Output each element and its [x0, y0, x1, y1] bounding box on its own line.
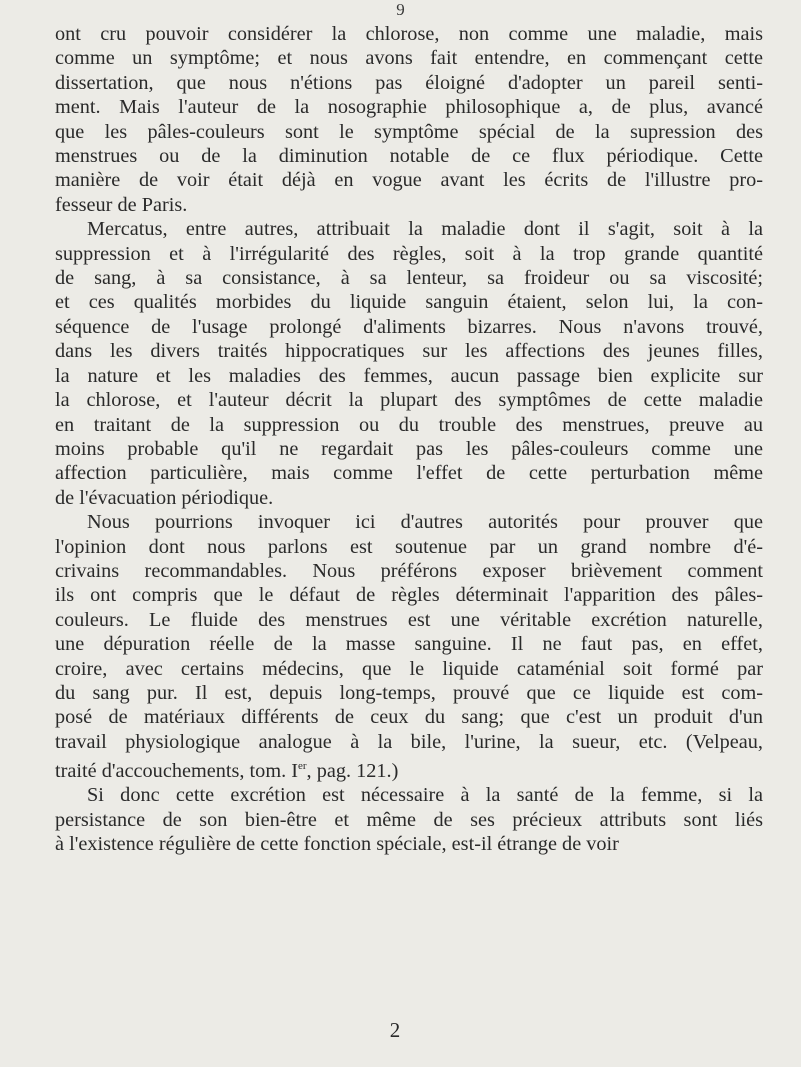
text-line: et ces qualités morbides du liquide sanguin étaient, selon lui, la con-: [55, 291, 763, 314]
text-line: séquence de l'usage prolongé d'aliments bizarres. Nous n'avons trouvé,: [55, 315, 763, 338]
text-line: à l'existence régulière de cette fonction spéciale, est-il étrange de voir: [55, 833, 619, 856]
text-line: une dépuration réelle de la masse sanguine. Il ne faut pas, en effet,: [55, 633, 763, 656]
text-line: moins probable qu'il ne regardait pas les pâles-couleurs comme une: [55, 437, 763, 460]
text-line: dissertation, que nous n'étions pas éloigné d'adopter un pareil senti-: [55, 71, 763, 94]
text-line: ont cru pouvoir considérer la chlorose, non comme une maladie, mais: [55, 23, 763, 45]
text-line: l'opinion dont nous parlons est soutenue par un grand nombre d'é-: [55, 535, 763, 558]
text-line: croire, avec certains médecins, que le liquide cataménial soit formé par: [55, 657, 763, 680]
text-line: ils ont compris que le défaut de règles déterminait l'apparition des pâles-: [55, 584, 763, 607]
text-line: persistance de son bien-être et même de ses précieux attributs sont liés: [55, 808, 763, 831]
text-line: posé de matériaux différents de ceux du sang; que c'est un produit d'un: [55, 706, 763, 729]
signature-mark: 2: [389, 1018, 401, 1042]
text-line: crivains recommandables. Nous préférons exposer brièvement comment: [55, 559, 763, 582]
page-number: 9: [396, 0, 405, 19]
text-line: couleurs. Le fluide des menstrues est une véritable excrétion naturelle,: [55, 608, 763, 631]
text-line: la nature et les maladies des femmes, aucun passage bien explicite sur: [55, 364, 763, 387]
text-line: de l'évacuation périodique.: [55, 486, 274, 509]
text-line: manière de voir était déjà en vogue avant les écrits de l'illustre pro-: [55, 169, 763, 192]
text-line: du sang pur. Il est, depuis long-temps, prouvé que ce liquide est com-: [55, 681, 763, 704]
text-line: Si donc cette excrétion est nécessaire à la santé de la femme, si la: [87, 784, 763, 807]
text-line: la chlorose, et l'auteur décrit la plupart des symptômes de cette maladie: [55, 389, 763, 412]
text-line: travail physiologique analogue à la bile, l'urine, la sueur, etc. (Velpeau,: [55, 730, 763, 753]
text-line: de sang, à sa consistance, à sa lenteur, sa froideur ou sa viscosité;: [55, 267, 763, 290]
text-line: Nous pourrions invoquer ici d'autres autorités pour prouver que: [87, 511, 763, 534]
text-line: ment. Mais l'auteur de la nosographie philosophique a, de plus, avancé: [55, 96, 763, 119]
text-line: Mercatus, entre autres, attribuait la maladie dont il s'agit, soit à la: [87, 218, 763, 241]
text-line: comme un symptôme; et nous avons fait entendre, en commençant cette: [55, 47, 763, 70]
text-line: en traitant de la suppression ou du trouble des menstrues, preuve au: [55, 413, 763, 436]
text-line: suppression et à l'irrégularité des règles, soit à la trop grande quantité: [55, 242, 763, 265]
text-line: menstrues ou de la diminution notable de ce flux périodique. Cette: [55, 145, 763, 168]
text-line: fesseur de Paris.: [55, 193, 188, 216]
body-text: [55, 22, 763, 857]
text-line: traité d'accouchements, tom. Ier, pag. 121.): [55, 759, 399, 782]
text-line: dans les divers traités hippocratiques sur les affections des jeunes filles,: [55, 340, 763, 363]
text-line: affection particulière, mais comme l'effet de cette perturbation même: [55, 462, 763, 485]
text-line: que les pâles-couleurs sont le symptôme spécial de la supression des: [55, 120, 763, 143]
